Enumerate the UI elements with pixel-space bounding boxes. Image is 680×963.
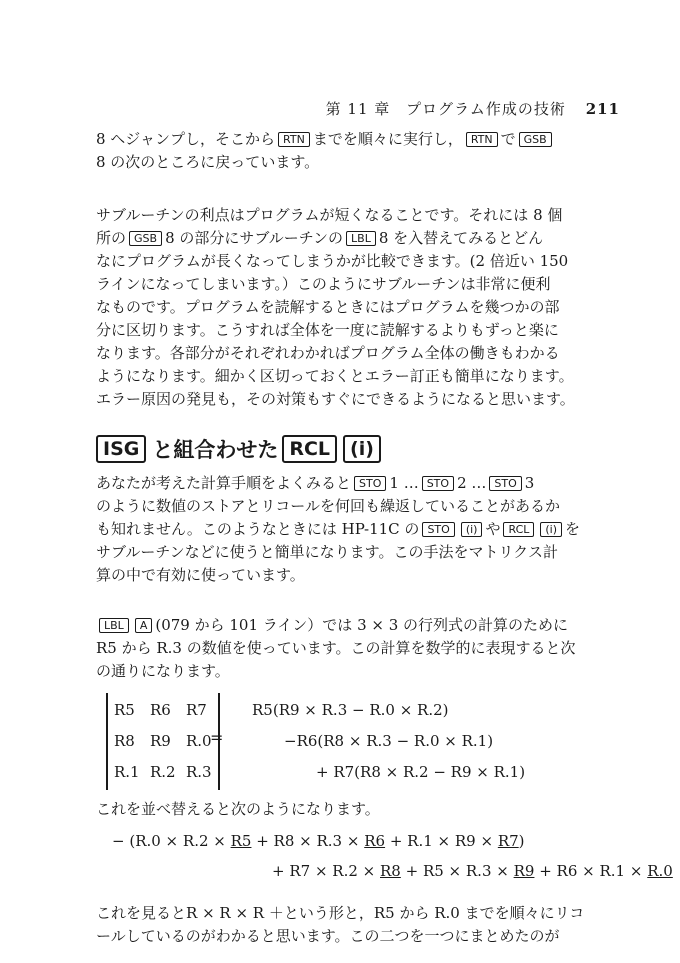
rcl-key-icon: RCL — [282, 435, 337, 463]
expansion-term-2: −R6(R8 × R.3 − R.0 × R.1) — [284, 732, 494, 750]
formula-segment: + R.1 × R9 × — [385, 832, 498, 850]
sto-key-icon: STO — [354, 476, 386, 491]
text-line: なります。各部分がそれぞれわかればプログラム全体の働きもわかる — [96, 344, 560, 362]
underlined-register: R5 — [230, 832, 252, 850]
matrix-cell: R.3 — [186, 763, 212, 781]
text-line: ラインになってしまいます。）このようにサブルーチンは非常に便利 — [96, 275, 551, 293]
text-segment: を — [565, 520, 581, 538]
expansion-term-3: + R7(R8 × R.2 − R9 × R.1) — [316, 763, 526, 781]
text-line: 算の中で有効に使っています。 — [96, 566, 305, 584]
underlined-register: R7 — [497, 832, 519, 850]
formula-segment: + R5 × R.3 × — [400, 862, 514, 880]
heading-text: と組合わせた — [152, 437, 279, 462]
text-line: エラー原因の発見も，その対策もすぐにできるようになると思います。 — [96, 390, 575, 408]
matrix-cell: R.1 — [114, 763, 140, 781]
gsb-key-icon: GSB — [519, 132, 552, 147]
matrix-cell: R9 — [150, 732, 171, 750]
underlined-register: R8 — [380, 862, 401, 880]
paragraph-5 — [96, 798, 626, 821]
formula-segment: + R7 × R.2 × — [272, 862, 380, 880]
rtn-key-icon: RTN — [278, 132, 310, 147]
matrix-cell: R.2 — [150, 763, 176, 781]
text-line: のように数値のストアとリコールを何回も繰返していることがあるか — [96, 497, 560, 515]
text-line: サブルーチンの利点はプログラムが短くなることです。それには 8 個 — [96, 206, 563, 224]
paragraph-4 — [96, 614, 626, 683]
gsb-key-icon: GSB — [129, 231, 162, 246]
equals-sign: = — [210, 728, 224, 747]
text-line — [96, 227, 626, 250]
lbl-key-icon: LBL — [99, 618, 129, 633]
paragraph-3 — [96, 472, 626, 587]
matrix-cell: R5 — [114, 701, 135, 719]
formula-segment: ) — [518, 832, 525, 850]
underlined-register: R6 — [364, 832, 386, 850]
paragraph-1 — [96, 128, 626, 174]
text-line — [96, 472, 626, 495]
text-line: なものです。プログラムを読解するときにはプログラムを幾つかの部 — [96, 298, 560, 316]
matrix-cell: R.0 — [186, 732, 212, 750]
rtn-key-icon: RTN — [466, 132, 498, 147]
text-segment: 1 … — [389, 474, 419, 492]
formula-line-1 — [112, 832, 525, 850]
matrix-cell: R6 — [150, 701, 171, 719]
index-key-icon: (i) — [461, 522, 483, 537]
text-line: 分に区切ります。こうすれば全体を一度に読解するよりもずっと楽に — [96, 321, 559, 339]
expansion-term-1: R5(R9 × R.3 − R.0 × R.2) — [252, 701, 449, 719]
text-line: ようになります。細かく区切っておくとエラー訂正も簡単になります。 — [96, 367, 574, 385]
text-segment: あなたが考えた計算手順をよくみると — [96, 474, 352, 492]
page-number: 211 — [585, 100, 620, 118]
text-segment: も知れません。このようなときには HP-11C の — [96, 520, 420, 538]
text-segment: 所の — [96, 229, 127, 247]
lbl-key-icon: LBL — [346, 231, 376, 246]
text-segment: 8 ヘジャンプし，そこから — [96, 130, 276, 148]
running-header — [326, 98, 620, 119]
text-line: ールしているのがわかると思います。この二つを一つにまとめたのが — [96, 927, 560, 945]
text-segment: (079 から 101 ライン）では 3 × 3 の行列式の計算のために — [155, 616, 569, 634]
rcl-key-icon: RCL — [503, 522, 534, 537]
text-line: これを並べ替えると次のようになります。 — [96, 800, 380, 818]
text-segment: や — [485, 520, 501, 538]
determinant-matrix — [106, 693, 220, 790]
text-line: の通りになります。 — [96, 662, 230, 680]
formula-segment: + R6 × R.1 × — [534, 862, 648, 880]
section-heading — [96, 434, 387, 464]
index-key-icon: (i) — [540, 522, 562, 537]
formula-line-2 — [272, 862, 673, 880]
text-line: これを見るとR × R × R ＋という形と，R5 から R.0 までを順々にリコ — [96, 904, 585, 922]
text-segment: 8 を入替えてみるとどん — [378, 229, 544, 247]
matrix-row — [114, 726, 212, 757]
isg-key-icon: ISG — [96, 435, 146, 463]
paragraph-6 — [96, 902, 626, 948]
formula-segment: + R8 × R.3 × — [251, 832, 365, 850]
index-key-icon: (i) — [343, 435, 381, 463]
matrix-row — [114, 757, 212, 788]
text-line — [96, 128, 626, 151]
text-line: R5 から R.3 の数値を使っています。この計算を数学的に表現すると次 — [96, 639, 576, 657]
matrix-row — [114, 695, 212, 726]
chapter-label: 第 11 章 — [325, 100, 391, 118]
sto-key-icon: STO — [422, 476, 454, 491]
text-line: サブルーチンなどに使うと簡単になります。この手法をマトリクス計 — [96, 543, 559, 561]
text-segment: で — [500, 130, 516, 148]
sto-key-icon: STO — [422, 522, 454, 537]
matrix-cell: R7 — [186, 701, 207, 719]
sto-key-icon: STO — [489, 476, 521, 491]
paragraph-2 — [96, 204, 626, 411]
formula-segment: − (R.0 × R.2 × — [112, 832, 231, 850]
underlined-register: R.0 — [647, 862, 673, 880]
text-line: 8 の次のところに戻っています。 — [96, 153, 320, 171]
text-line — [96, 614, 626, 637]
underlined-register: R9 — [513, 862, 535, 880]
text-segment: 8 の部分にサブルーチンの — [165, 229, 344, 247]
chapter-title: プログラム作成の技術 — [406, 100, 566, 118]
text-line — [96, 518, 626, 541]
matrix-cell: R8 — [114, 732, 135, 750]
text-segment: 2 … — [457, 474, 487, 492]
text-segment: 3 — [524, 474, 535, 492]
text-segment: までを順々に実行し， — [312, 130, 463, 148]
text-line: なにプログラムが長くなってしまうかが比較できます。(2 倍近い 150 — [96, 252, 569, 270]
a-key-icon: A — [135, 618, 153, 633]
